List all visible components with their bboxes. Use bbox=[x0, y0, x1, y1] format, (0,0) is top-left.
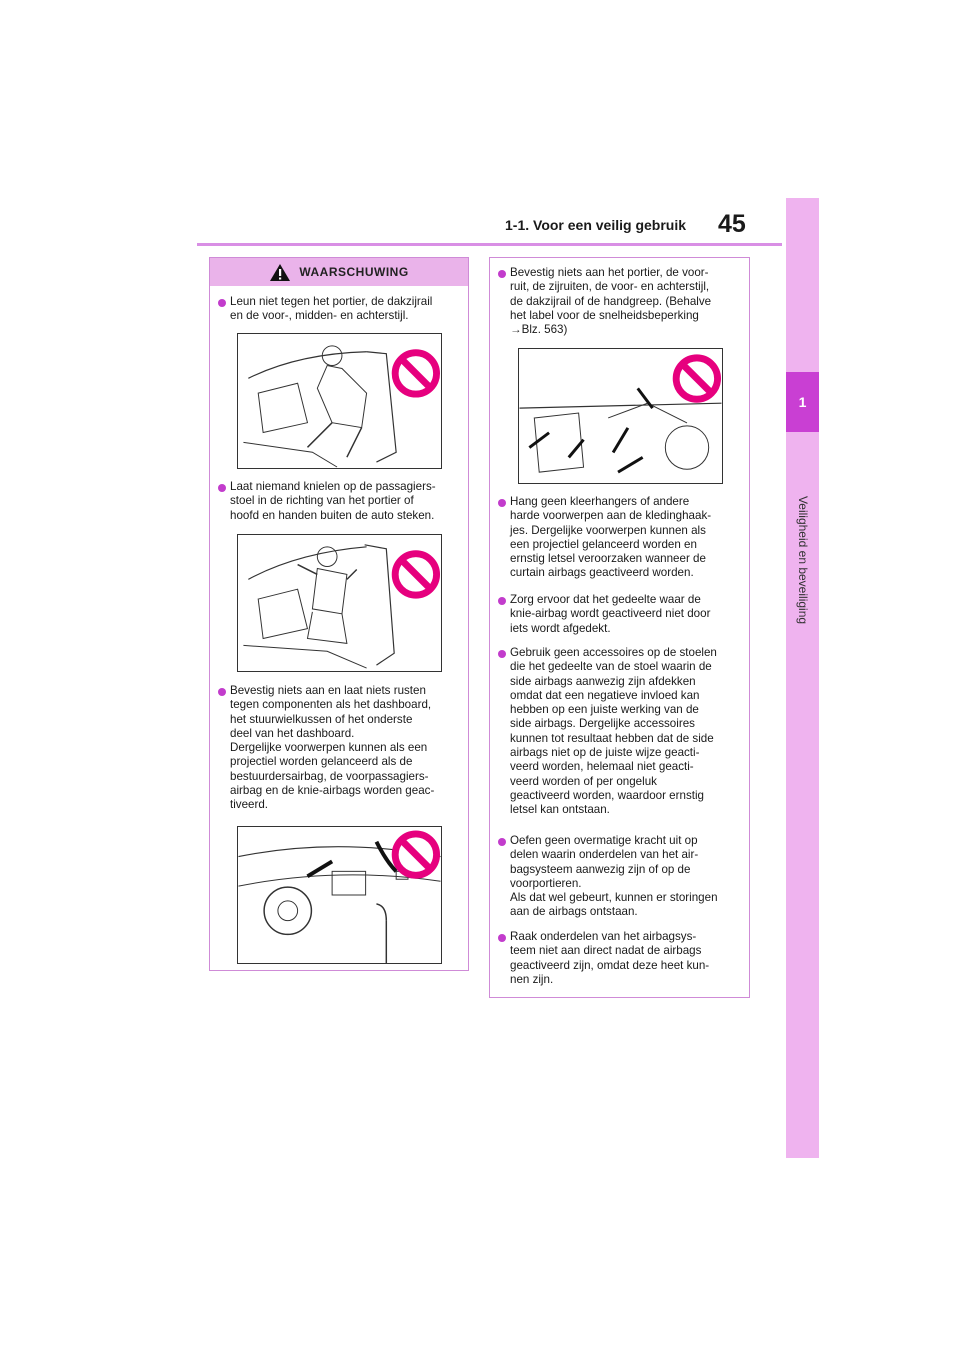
warning-header bbox=[210, 258, 468, 286]
bullet-icon bbox=[218, 688, 226, 696]
warning-triangle-icon bbox=[269, 263, 291, 282]
list-item bbox=[498, 646, 717, 818]
leaning-passenger-drawing bbox=[238, 334, 441, 468]
bullet-icon bbox=[498, 838, 506, 846]
list-item-text: Hang geen kleerhangers of andere harde voorwerpen aan de kledinghaak- jes. Dergelijke voorwerpen kunnen als een projectiel gelanceerd worden en ernstig letsel veroorzaken wanneer de curtain airbags geactiveerd worden. bbox=[510, 495, 712, 580]
illustration-door-attachments bbox=[518, 348, 723, 484]
bullet-icon bbox=[498, 934, 506, 942]
warning-header-label: WAARSCHUWING bbox=[299, 265, 409, 279]
list-item bbox=[498, 495, 711, 581]
list-item bbox=[498, 834, 718, 920]
list-item-text: Oefen geen overmatige kracht uit op delen waarin onderdelen van het air- bagsysteem aanwezig zijn of op de voorportieren. Als dat wel gebeurt, kunnen er storingen aan de airbags ontstaan. bbox=[510, 834, 718, 919]
list-item bbox=[498, 930, 709, 987]
list-item-text: Leun niet tegen het portier, de dakzijrail en de voor-, midden- en achterstijl. bbox=[230, 295, 433, 323]
illustration-dashboard-objects bbox=[237, 826, 442, 964]
list-item-text: Bevestig niets aan en laat niets rusten tegen componenten als het dashboard, het stuurwielkussen of het onderste deel van het dashboard. Dergelijke voorwerpen kunnen als een projectiel worden gelanceerd als de bestuurdersairbag, de voorpassagiers- airbag en de knie-airbags worden geac- tiveerd. bbox=[230, 684, 435, 812]
illustration-kneeling-child bbox=[237, 534, 442, 672]
kneeling-child-drawing bbox=[238, 535, 441, 671]
bullet-icon bbox=[498, 597, 506, 605]
list-item-text: Laat niemand knielen op de passagiers- stoel in de richting van het portier of hoofd en handen buiten de auto steken. bbox=[230, 480, 436, 522]
bullet-icon bbox=[498, 650, 506, 658]
illustration-leaning-on-door bbox=[237, 333, 442, 469]
header-divider bbox=[197, 243, 782, 246]
bullet-icon bbox=[218, 484, 226, 492]
list-item bbox=[218, 295, 432, 324]
list-item bbox=[498, 266, 711, 337]
chapter-number: 1 bbox=[786, 372, 819, 432]
list-item-text: Gebruik geen accessoires op de stoelen die het gedeelte van de stoel waarin de side airbags aanwezig zijn afdekken omdat dat een negatieve invloed kan hebben op een juiste werking van de side airbags. Dergelijke accessoires kunnen tot resultaat hebben dat de side airbags niet op de juiste wijze geacti- veerd worden, helemaal niet geacti- veerd worden of per ongeluk geactiveerd worden, waardoor ernstig letsel kan ontstaan. bbox=[510, 646, 717, 817]
list-item-text: Raak onderdelen van het airbagsys- teem niet aan direct nadat de airbags geactiveerd zijn, omdat deze heet kun- nen zijn. bbox=[510, 930, 710, 986]
page-number: 45 bbox=[718, 210, 746, 238]
chapter-label bbox=[786, 440, 819, 680]
list-item-text: Bevestig niets aan het portier, de voor- ruit, de zijruiten, de voor- en achterstijl, de dakzijrail of de handgreep. (Behalve het label voor de snelheidsbeperking →Blz. 563) bbox=[510, 266, 712, 337]
warning-box-left bbox=[209, 257, 469, 971]
door-attachments-drawing bbox=[519, 349, 722, 483]
list-item-text: Zorg ervoor dat het gedeelte waar de knie-airbag wordt geactiveerd niet door iets wordt afgedekt. bbox=[510, 593, 711, 635]
bullet-icon bbox=[498, 499, 506, 507]
list-item bbox=[218, 480, 436, 523]
list-item bbox=[218, 684, 434, 813]
chapter-label-text: Veiligheid en beveiliging bbox=[795, 495, 810, 625]
dashboard-drawing bbox=[238, 827, 441, 963]
list-item bbox=[498, 593, 710, 636]
bullet-icon bbox=[498, 270, 506, 278]
warning-box-right bbox=[489, 257, 750, 998]
bullet-icon bbox=[218, 299, 226, 307]
section-title: 1-1. Voor een veilig gebruik bbox=[505, 217, 687, 233]
